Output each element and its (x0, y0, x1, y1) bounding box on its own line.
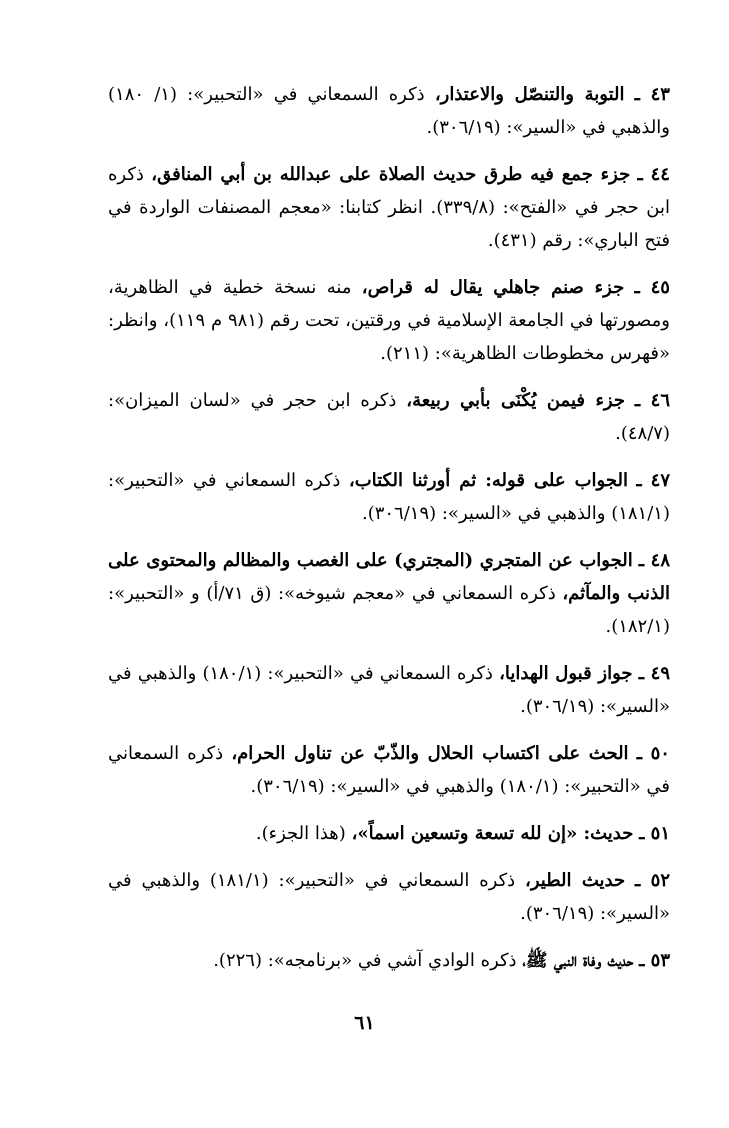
entry-45 (108, 271, 670, 370)
entry-title: جزء جمع فيه طرق حديث الصلاة على عبدالله بن أبي المنافق، (151, 164, 631, 185)
entry-text: ذكره ابن حجر في «الفتح»: (٣٣٩/٨). انظر كتابنا: «معجم المصنفات الواردة في فتح الباري»: رقم (٤٣١). (108, 164, 671, 251)
entry-52 (108, 864, 670, 930)
entry-46 (108, 384, 670, 450)
entry-text: ذكره السمعاني في «التحبير»: (١٨٠/١) والذهبي في «السير»: (٣٠٦/١٩). (108, 743, 670, 797)
entry-title: الجواب على قوله: ثم أورثنا الكتاب، (348, 470, 628, 491)
entry-number: ٤٨ ـ (638, 550, 670, 571)
entry-47 (108, 464, 670, 530)
entry-number: ٥٢ ـ (634, 870, 670, 891)
entry-number: ٤٣ ـ (634, 84, 670, 105)
entry-title: التوبة والتنصّل والاعتذار، (434, 84, 625, 105)
entry-text: (هذا الجزء). (255, 823, 346, 844)
entry-text: ذكره السمعاني في «التحبير»: (١٨٠/١) والذهبي في «السير»: (٣٠٦/١٩). (108, 663, 670, 717)
entry-text: ذكره السمعاني في «التحبير»: (١٨١/١) والذهبي في «السير»: (٣٠٦/١٩). (108, 470, 670, 524)
entry-title: جزء فيمن يُكْنَى بأبي ربيعة، (406, 390, 625, 411)
bibliography-list (108, 78, 670, 991)
entry-text: ذكره السمعاني في «التحبير»: (١/ ١٨٠) والذهبي في «السير»: (٣٠٦/١٩). (108, 84, 670, 138)
entry-43 (108, 78, 670, 144)
entry-number: ٥٣ ـ (639, 950, 670, 971)
entry-number: ٤٥ ـ (634, 277, 670, 298)
entry-number: ٥١ ـ (639, 823, 670, 844)
entry-text: منه نسخة خطية في الظاهرية، ومصورتها في الجامعة الإسلامية في ورقتين، تحت رقم (٩٨١ م ١١٩)، وانظر: «فهرس مخطوطات الظاهرية»: (٢١١). (108, 277, 670, 364)
entry-50 (108, 737, 670, 803)
entry-49 (108, 657, 670, 723)
entry-title: حديث: «إن لله تسعة وتسعين اسماً»، (351, 823, 634, 844)
entry-text: ذكره السمعاني في «معجم شيوخه»: (ق ٧١/أ) و «التحبير»: (١٨٢/١). (108, 583, 670, 637)
entry-title: حديث وفاة النبي ﷺ، (522, 950, 634, 971)
entry-title: جواز قبول الهدايا، (499, 663, 633, 684)
entry-number: ٤٩ ـ (638, 663, 670, 684)
entry-number: ٤٦ ـ (634, 390, 670, 411)
entry-text: ذكره الوادي آشي في «برنامجه»: (٢٢٦). (213, 950, 517, 971)
entry-title: جزء صنم جاهلي يقال له قراص، (361, 277, 625, 298)
page-number: ٦١ (354, 1012, 375, 1034)
entry-48 (108, 544, 670, 643)
entry-number: ٤٤ ـ (637, 164, 670, 185)
entry-53 (108, 944, 670, 977)
entry-text: ذكره السمعاني في «التحبير»: (١٨١/١) والذهبي في «السير»: (٣٠٦/١٩). (108, 870, 670, 924)
entry-number: ٥٠ ـ (636, 743, 670, 764)
entry-number: ٤٧ ـ (636, 470, 671, 491)
entry-title: حديث الطير، (525, 870, 626, 891)
entry-44 (108, 158, 670, 257)
entry-title: الجواب عن المتجري (المجتري) على الغصب والمظالم والمحتوى على الذنب والمآثم، (108, 550, 671, 604)
entry-51 (108, 817, 670, 850)
entry-title: الحث على اكتساب الحلال والذّبّ عن تناول الحرام، (231, 743, 629, 764)
entry-text: ذكره ابن حجر في «لسان الميزان»: (٤٨/٧). (108, 390, 670, 444)
